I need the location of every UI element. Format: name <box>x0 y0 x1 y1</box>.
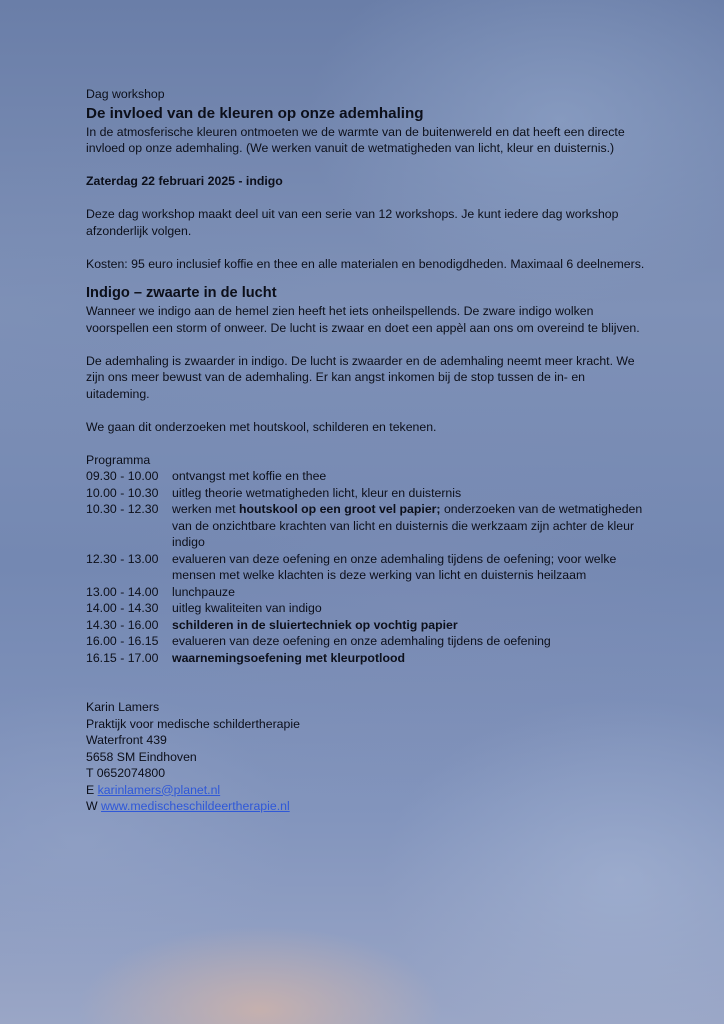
program-row <box>86 600 646 617</box>
program-text-pre: werken met <box>172 502 239 516</box>
document <box>86 86 646 815</box>
contact-phone: T 0652074800 <box>86 766 166 780</box>
email-prefix: E <box>86 782 98 797</box>
section-title: Indigo – zwaarte in de lucht <box>86 285 277 301</box>
program-row <box>86 633 646 650</box>
program-time: 10.00 - 10.30 <box>86 485 159 500</box>
program-text: schilderen in de sluiertechniek op vochtig papier <box>172 617 458 632</box>
contact-block <box>86 699 646 815</box>
website-link[interactable]: www.medischeschildeertherapie.nl <box>101 799 290 813</box>
program-time: 14.30 - 16.00 <box>86 617 159 632</box>
contact-city: 5658 SM Eindhoven <box>86 749 197 764</box>
program-text: waarnemingsoefening met kleurpotlood <box>172 650 405 665</box>
program-text: evalueren van deze oefening en onze ademhaling tijdens de oefening; voor welke mensen met welke klachten is deze werking van licht en duisternis heilzaam <box>172 551 617 582</box>
contact-web-line <box>86 798 646 815</box>
program-row <box>86 584 646 601</box>
program-time: 13.00 - 14.00 <box>86 584 159 599</box>
program-time: 09.30 - 10.00 <box>86 469 159 483</box>
program-row <box>86 617 646 634</box>
intro-paragraph: In de atmosferische kleuren ontmoeten we de warmte van de buitenwereld en dat heeft een directe invloed op onze ademhaling. (We werken vanuit de wetmatigheden van licht, kleur en duisternis.) <box>86 124 625 155</box>
program-text: evalueren van deze oefening en onze ademhaling tijdens de oefening <box>172 634 551 648</box>
program-time: 14.00 - 14.30 <box>86 601 159 615</box>
contact-street: Waterfront 439 <box>86 733 167 747</box>
program-text <box>172 501 646 551</box>
program-row <box>86 650 646 667</box>
program-row <box>86 468 646 485</box>
program-time: 16.15 - 17.00 <box>86 650 159 665</box>
program-row <box>86 485 646 502</box>
page-title: De invloed van de kleuren op onze ademhaling <box>86 104 424 122</box>
email-link[interactable]: karinlamers@planet.nl <box>97 782 221 797</box>
indigo-paragraph-1: Wanneer we indigo aan de hemel zien heeft het iets onheilspellends. De zware indigo wolken voorspellen een storm of onweer. De lucht is zwaar en doet een appèl aan ons om overeind te blijven. <box>86 304 640 335</box>
program-time: 12.30 - 13.00 <box>86 551 159 566</box>
series-paragraph: Deze dag workshop maakt deel uit van een serie van 12 workshops. Je kunt iedere dag workshop afzonderlijk volgen. <box>86 207 619 238</box>
contact-email-line <box>86 782 646 799</box>
contact-name: Karin Lamers <box>86 700 160 714</box>
program-text: lunchpauze <box>172 584 235 599</box>
contact-practice: Praktijk voor medische schildertherapie <box>86 716 300 731</box>
program-row <box>86 551 646 584</box>
indigo-paragraph-3: We gaan dit onderzoeken met houtskool, schilderen en tekenen. <box>86 419 437 434</box>
program-time: 10.30 - 12.30 <box>86 502 159 516</box>
web-prefix: W <box>86 799 102 813</box>
program-list <box>86 468 646 666</box>
date-line: Zaterdag 22 februari 2025 - indigo <box>86 174 283 188</box>
program-text-rest: onderzoeken van de wetmatigheden van de onzichtbare krachten van licht en duisternis die werkzaam zijn achter de kleur indigo <box>172 502 643 549</box>
costs-paragraph: Kosten: 95 euro inclusief koffie en thee en alle materialen en benodigdheden. Maximaal 6 deelnemers. <box>86 256 645 271</box>
program-heading: Programma <box>86 452 151 467</box>
program-text: uitleg kwaliteiten van indigo <box>172 601 322 615</box>
kicker: Dag workshop <box>86 87 165 101</box>
indigo-paragraph-2: De ademhaling is zwaarder in indigo. De lucht is zwaarder en de ademhaling neemt meer kracht. We zijn ons meer bewust van de ademhaling. Er kan angst inkomen bij de stop tussen de in- en uitademing. <box>86 353 635 401</box>
program-text: uitleg theorie wetmatigheden licht, kleur en duisternis <box>172 485 462 500</box>
program-time: 16.00 - 16.15 <box>86 634 159 648</box>
program-row <box>86 501 646 551</box>
program-text-bold: houtskool op een groot vel papier; <box>238 502 441 516</box>
program-text: ontvangst met koffie en thee <box>172 469 327 483</box>
